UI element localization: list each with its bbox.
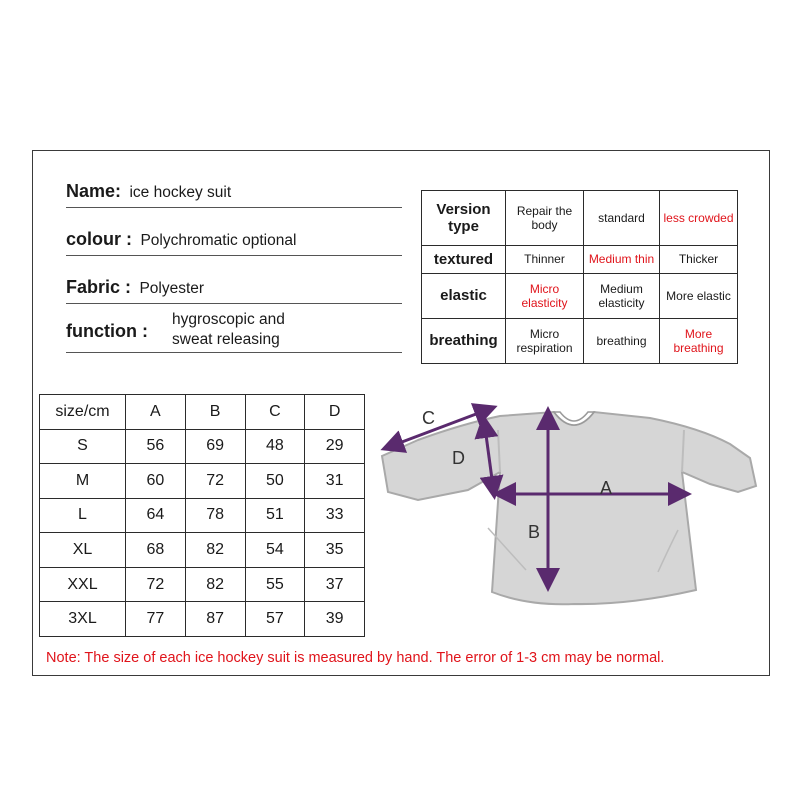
size-cell: 54	[245, 533, 305, 568]
size-cell: 69	[185, 429, 245, 464]
size-cell: 51	[245, 498, 305, 533]
size-cell: 35	[305, 533, 365, 568]
size-header-cell: B	[185, 395, 245, 430]
function-row	[66, 307, 402, 353]
size-cell: 68	[126, 533, 186, 568]
size-cell: 37	[305, 567, 365, 602]
size-cell: S	[40, 429, 126, 464]
size-cell: 64	[126, 498, 186, 533]
function-value-line2: sweat releasing	[172, 331, 280, 348]
name-row	[66, 177, 402, 208]
label-a: A	[600, 478, 613, 498]
size-cell: 33	[305, 498, 365, 533]
size-cell: 72	[126, 567, 186, 602]
size-header-cell: size/cm	[40, 395, 126, 430]
size-cell: 48	[245, 429, 305, 464]
features-cell: breathing	[584, 318, 660, 363]
size-cell: 3XL	[40, 602, 126, 637]
size-cell: 78	[185, 498, 245, 533]
colour-row	[66, 223, 402, 256]
name-label: Name:	[66, 181, 122, 201]
name-value: ice hockey suit	[129, 184, 232, 201]
features-cell: Medium elasticity	[584, 273, 660, 318]
features-cell: Thicker	[660, 245, 738, 273]
size-header-cell: D	[305, 395, 365, 430]
size-cell: M	[40, 464, 126, 499]
size-row	[40, 533, 365, 568]
colour-label: colour :	[66, 229, 132, 249]
label-d: D	[452, 448, 465, 468]
jersey-shape	[382, 412, 756, 604]
size-cell: 55	[245, 567, 305, 602]
features-cell: More elastic	[660, 273, 738, 318]
features-cell: Repair the body	[506, 191, 584, 246]
fabric-row	[66, 270, 402, 304]
label-b: B	[528, 522, 541, 542]
size-row	[40, 464, 365, 499]
fabric-label: Fabric :	[66, 277, 132, 297]
size-cell: 77	[126, 602, 186, 637]
size-header-row	[40, 395, 365, 430]
features-table	[421, 190, 738, 364]
features-row-header: textured	[422, 245, 506, 273]
size-cell: XL	[40, 533, 126, 568]
size-cell: 31	[305, 464, 365, 499]
size-row	[40, 498, 365, 533]
features-cell: Micro elasticity	[506, 273, 584, 318]
size-cell: 87	[185, 602, 245, 637]
size-cell: 82	[185, 533, 245, 568]
features-cell: Medium thin	[584, 245, 660, 273]
size-row	[40, 602, 365, 637]
features-row	[422, 191, 738, 246]
size-cell: 82	[185, 567, 245, 602]
function-value-line1: hygroscopic and	[172, 311, 285, 328]
label-c: C	[422, 408, 435, 428]
size-cell: L	[40, 498, 126, 533]
size-row	[40, 429, 365, 464]
size-header-cell: A	[126, 395, 186, 430]
features-row-header: elastic	[422, 273, 506, 318]
size-cell: 57	[245, 602, 305, 637]
features-row	[422, 273, 738, 318]
size-header-cell: C	[245, 395, 305, 430]
size-cell: 39	[305, 602, 365, 637]
features-row	[422, 318, 738, 363]
colour-value: Polychromatic optional	[140, 232, 297, 249]
size-cell: 60	[126, 464, 186, 499]
features-cell: Micro respiration	[506, 318, 584, 363]
function-label: function :	[66, 321, 148, 341]
features-cell: Thinner	[506, 245, 584, 273]
size-chart-table	[39, 394, 365, 637]
size-cell: 29	[305, 429, 365, 464]
size-cell: XXL	[40, 567, 126, 602]
size-cell: 72	[185, 464, 245, 499]
features-row-header: Version type	[422, 191, 506, 246]
measurement-note: Note: The size of each ice hockey suit is measured by hand. The error of 1-3 cm may be normal.	[46, 650, 665, 666]
features-cell: More breathing	[660, 318, 738, 363]
size-row	[40, 567, 365, 602]
features-row-header: breathing	[422, 318, 506, 363]
features-row	[422, 245, 738, 273]
function-value	[172, 310, 285, 350]
size-cell: 56	[126, 429, 186, 464]
features-cell: less crowded	[660, 191, 738, 246]
size-cell: 50	[245, 464, 305, 499]
features-cell: standard	[584, 191, 660, 246]
jersey-diagram	[378, 400, 768, 612]
fabric-value: Polyester	[139, 280, 205, 297]
